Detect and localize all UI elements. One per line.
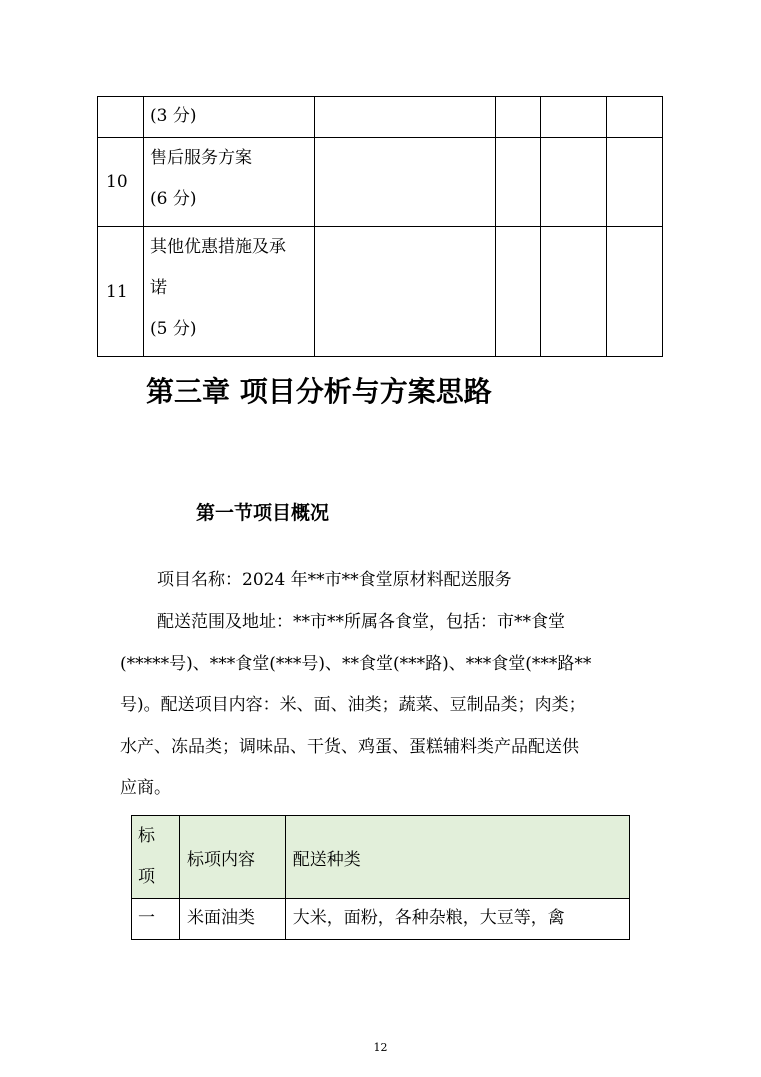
row-number: [98, 97, 144, 138]
section-title: 第一节项目概况: [196, 502, 330, 524]
header-lot: 标 项: [132, 816, 180, 899]
lot-types: 大米，面粉，各种杂粮，大豆等，禽: [285, 899, 629, 940]
row-number: 10: [98, 138, 144, 227]
lot-content: 米面油类: [179, 899, 285, 940]
row-number: 11: [98, 227, 144, 357]
table-row: [132, 899, 630, 940]
header-types: 配送种类: [285, 816, 629, 899]
table-row: [98, 97, 663, 138]
chapter-title: 第三章 项目分析与方案思路: [146, 375, 492, 408]
scoring-item: 售后服务方案 (6 分): [143, 138, 314, 227]
project-name-paragraph: 项目名称：2024 年**市**食堂原材料配送服务: [157, 570, 512, 590]
scoring-item: (3 分): [143, 97, 314, 138]
lot-number: 一: [132, 899, 180, 940]
table-row: [98, 227, 663, 357]
table-row: [98, 138, 663, 227]
table-header-row: [132, 816, 630, 899]
header-content: 标项内容: [179, 816, 285, 899]
scoring-item: 其他优惠措施及承 诺 (5 分): [143, 227, 314, 357]
page-number: 12: [373, 1041, 388, 1054]
lot-table: [131, 815, 630, 940]
evaluation-table: [97, 96, 663, 357]
scope-paragraph: 配送范围及地址：**市**所属各食堂，包括：市**食堂 (*****号)、***食堂(***号)、**食堂(***路)、***食堂(***路** 号)。配送项目内容：米、面、油类；蔬菜、豆制品类；肉类； 水产、冻品类；调味品、干货、鸡蛋、蛋糕辅料类产品配送供 应商。: [120, 612, 592, 798]
